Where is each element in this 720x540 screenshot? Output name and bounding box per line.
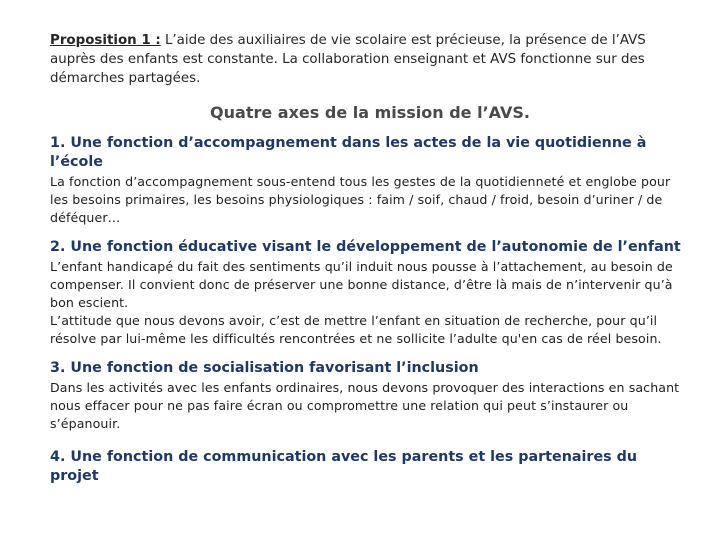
slide-content bbox=[50, 31, 690, 486]
axis-1-paragraph: La fonction d’accompagnement sous-entend tous les gestes de la quotidienneté et englobe pour les besoins primaires, les besoins physiologiques : faim / soif, chaud / froid, besoin d’uriner / de déféquer… bbox=[50, 174, 671, 225]
axis-2-paragraph-2: L’attitude que nous devons avoir, c’est de mettre l’enfant en situation de recherche, pour qu’il résolve par lui-même les difficultés rencontrées et ne sollicite l’adulte qu'en cas de réel besoin. bbox=[50, 313, 662, 346]
page-title: Quatre axes de la mission de l’AVS. bbox=[210, 103, 530, 122]
intro-paragraph bbox=[50, 31, 690, 88]
axis-3-heading: 3. Une fonction de socialisation favorisant l’inclusion bbox=[50, 360, 479, 376]
axis-2-paragraph-1: L’enfant handicapé du fait des sentiments qu’il induit nous pousse à l’attachement, au besoin de compenser. Il convient donc de préserver une bonne distance, d’être là mais de n’intervenir qu’à bon escient. bbox=[50, 259, 673, 310]
axis-2-heading: 2. Une fonction éducative visant le développement de l’autonomie de l’enfant bbox=[50, 239, 681, 255]
axis-4-heading: 4. Une fonction de communication avec les parents et les partenaires du projet bbox=[50, 449, 638, 484]
intro-label: Proposition 1 : bbox=[50, 33, 161, 48]
axis-3-paragraph: Dans les activités avec les enfants ordinaires, nous devons provoquer des interactions en sachant nous effacer pour ne pas faire écran ou compromettre une relation qui peut s’instaurer ou s’épanouir. bbox=[50, 380, 680, 431]
intro-text: L’aide des auxiliaires de vie scolaire est précieuse, la présence de l’AVS auprès des enfants est constante. La collaboration enseignant et AVS fonctionne sur des démarches partagées. bbox=[50, 33, 646, 86]
axis-1-heading: 1. Une fonction d’accompagnement dans les actes de la vie quotidienne à l’école bbox=[50, 135, 647, 170]
